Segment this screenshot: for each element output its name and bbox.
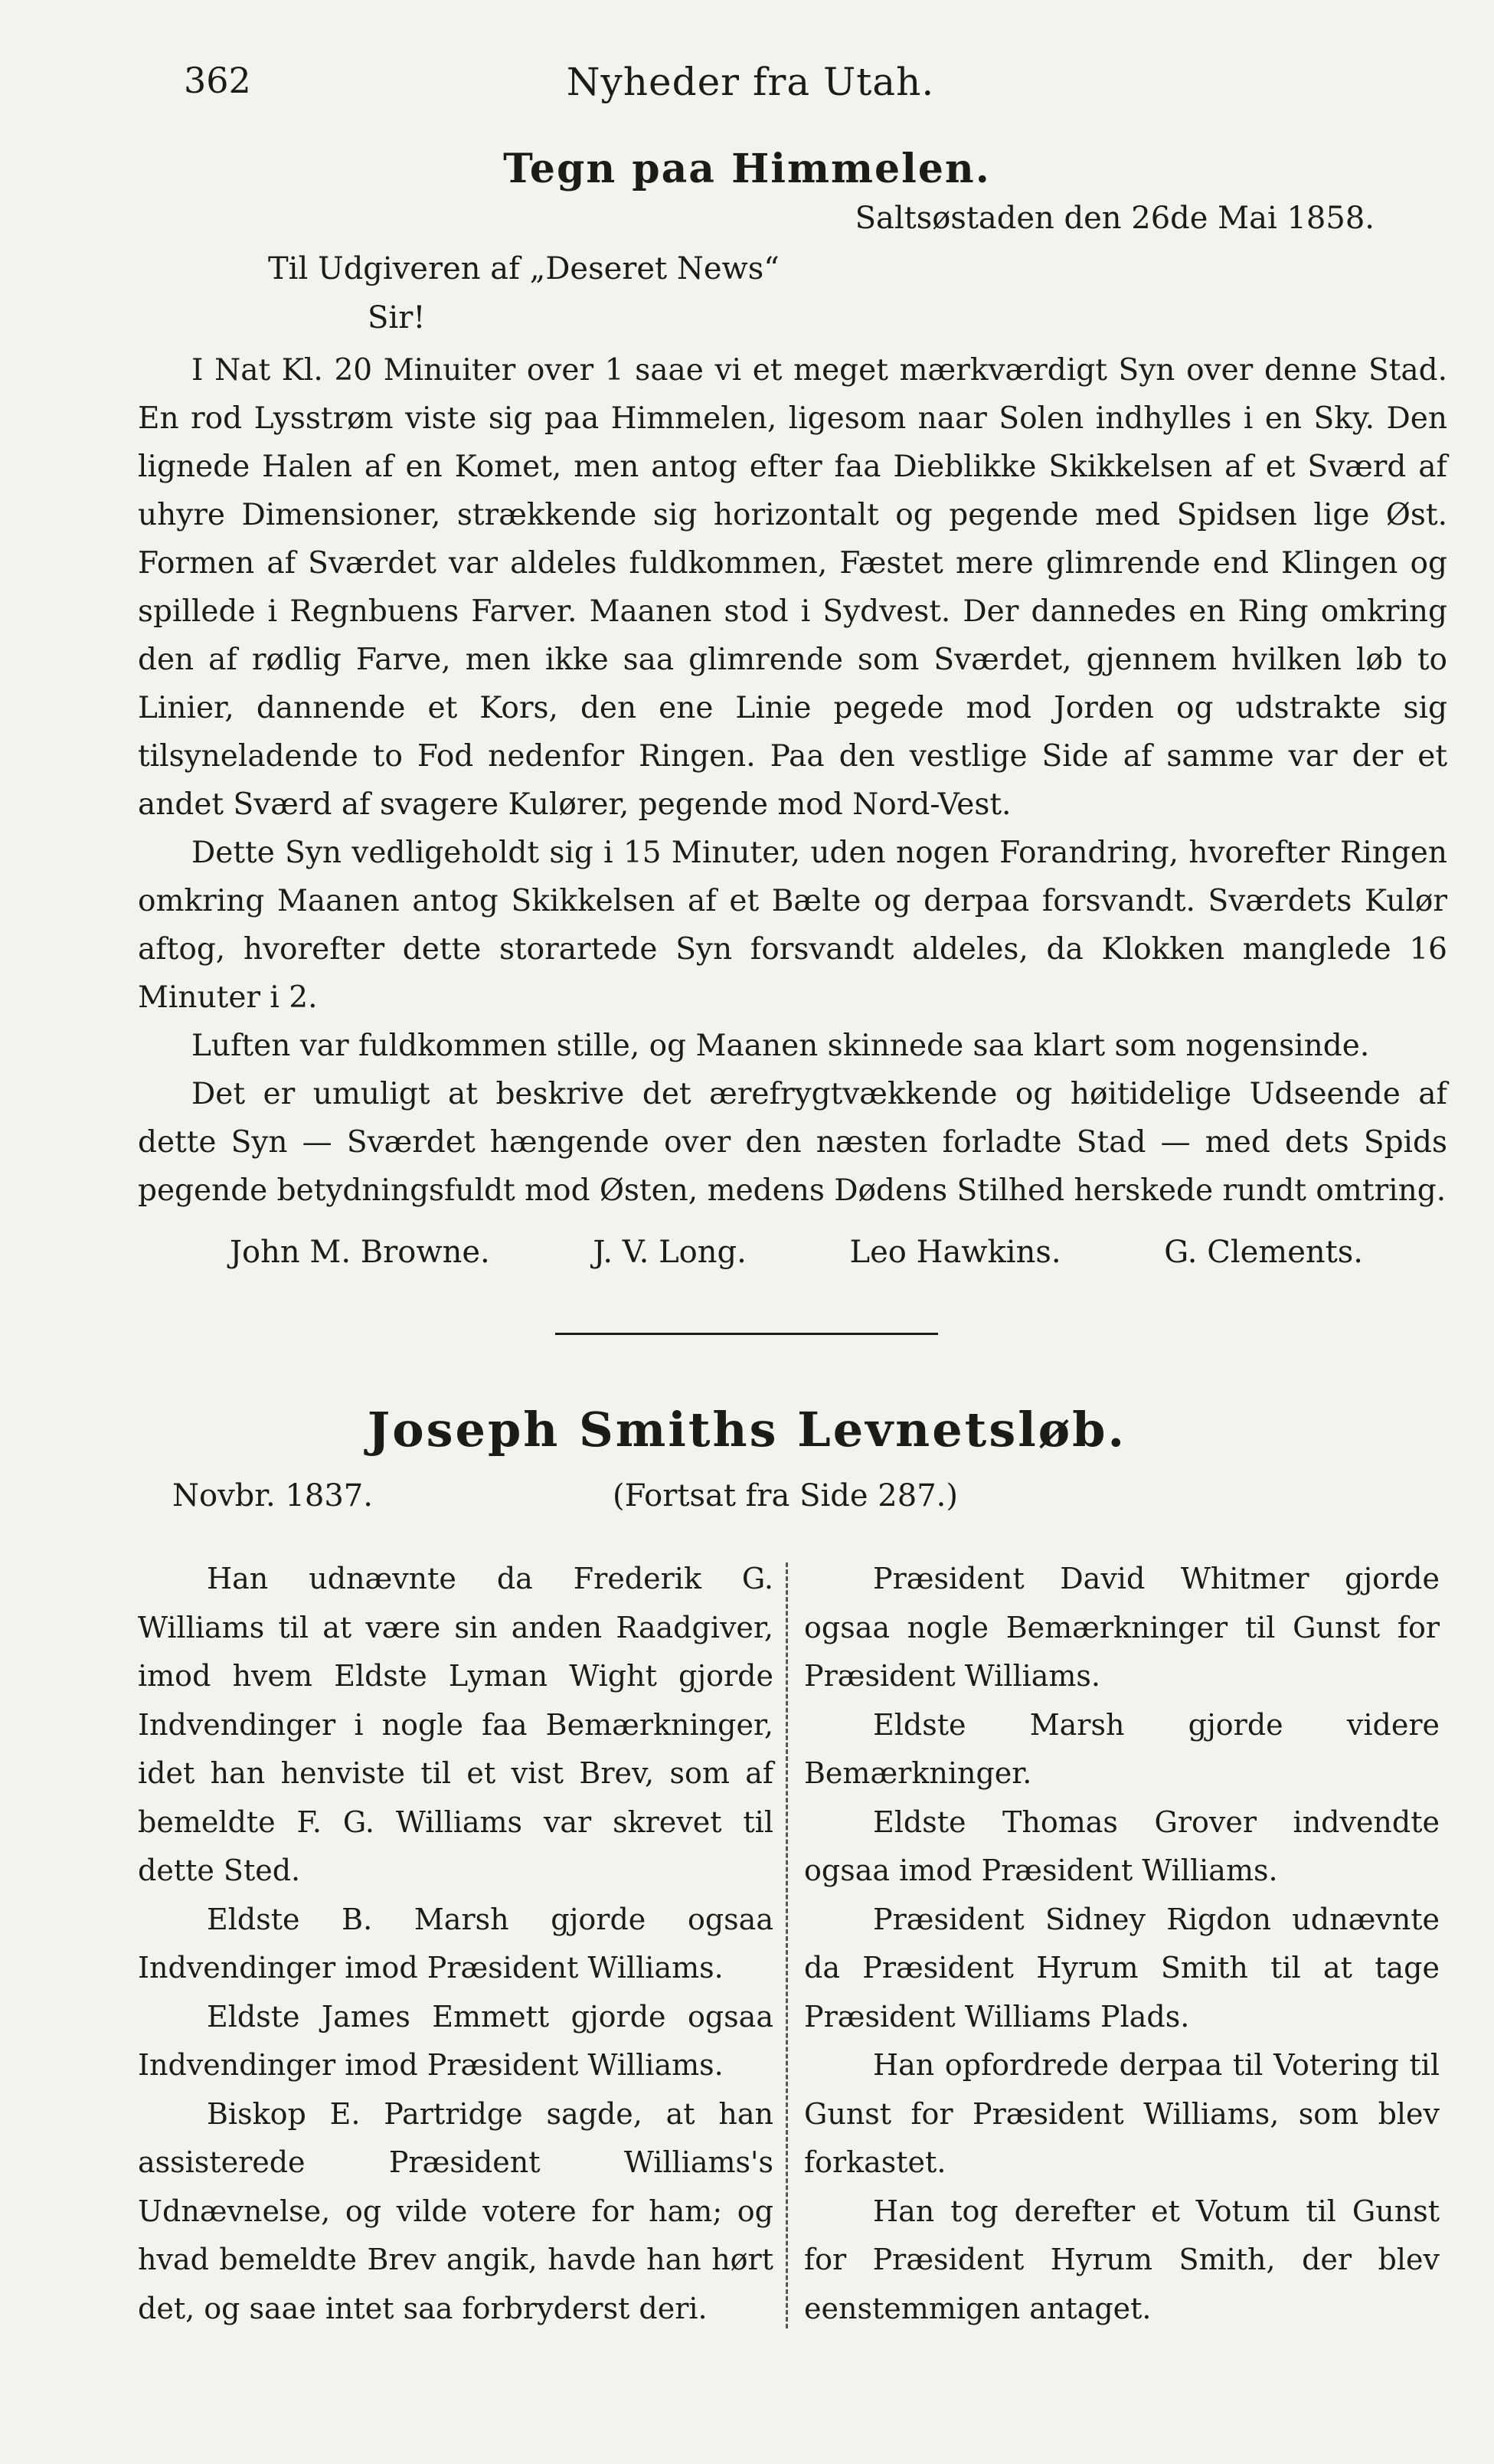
right-column [804, 1555, 1440, 2333]
paragraph: Eldste Marsh gjorde videre Bemærkninger. [804, 1707, 1440, 1790]
signature: J. V. Long. [593, 1235, 747, 1270]
page-number: 362 [184, 60, 251, 101]
paragraph: Biskop E. Partridge sagde, at han assisterede Præsident Williams's Udnævnelse, og vilde votere for ham; og hvad bemeldte Brev angik, havde han hørt det, og saae intet saa forbryderst deri. [138, 2096, 773, 2325]
paragraph: Eldste James Emmett gjorde ogsaa Indvendinger imod Præsident Williams. [138, 1999, 773, 2082]
paragraph: Det er umuligt at beskrive det ærefrygtvækkende og høitidelige Udseende af dette Syn — Sværdet hængende over den næsten forladte Stad — med dets Spids pegende betydningsfuldt mod Østen, medens Dødens Stilhed herskede rundt omtring. [138, 1077, 1447, 1208]
section-divider [555, 1333, 938, 1335]
salutation-sir: Sir! [368, 300, 426, 335]
two-column-text [138, 1555, 1455, 2336]
article-title-signs: Tegn paa Himmelen. [503, 146, 991, 192]
paragraph: Præsident David Whitmer gjorde ogsaa nogle Bemærkninger til Gunst for Præsident Williams. [804, 1562, 1440, 1693]
section-date: Novbr. 1837. [172, 1478, 373, 1513]
continued-note: (Fortsat fra Side 287.) [613, 1478, 958, 1513]
article-title-biography: Joseph Smiths Levnetsløb. [367, 1402, 1127, 1458]
salutation: Til Udgiveren af „Deseret News“ [268, 251, 780, 286]
paragraph: Eldste B. Marsh gjorde ogsaa Indvendinger imod Præsident Williams. [138, 1902, 773, 1985]
paragraph: Præsident Sidney Rigdon udnævnte da Præsident Hyrum Smith til at tage Præsident Williams Plads. [804, 1902, 1440, 2034]
paragraph: Dette Syn vedligeholdt sig i 15 Minuter, uden nogen Forandring, hvorefter Ringen omkring Maanen antog Skikkelsen af et Bælte og derpaa forsvandt. Sværdets Kulør aftog, hvorefter dette storartede Syn forsvandt aldeles, da Klokken manglede 16 Minuter i 2. [138, 836, 1447, 1015]
signature: Leo Hawkins. [849, 1235, 1061, 1270]
article1-body [138, 346, 1447, 1215]
paragraph: Han udnævnte da Frederik G. Williams til at være sin anden Raadgiver, imod hvem Eldste Lyman Wight gjorde Indvendinger i nogle faa Bemærkninger, idet han henviste til et vist Brev, som af bemeldte F. G. Williams var skrevet til dette Sted. [138, 1562, 773, 1887]
signatures [230, 1235, 1363, 1270]
paragraph: Luften var fuldkommen stille, og Maanen skinnede saa klart som nogensinde. [191, 1029, 1370, 1063]
left-column [138, 1555, 773, 2333]
paragraph: Han tog derefter et Votum til Gunst for Præsident Hyrum Smith, der blev eenstemmigen antaget. [804, 2194, 1440, 2325]
signature: G. Clements. [1164, 1235, 1363, 1270]
running-title: Nyheder fra Utah. [566, 60, 935, 104]
paragraph: I Nat Kl. 20 Minuiter over 1 saae vi et meget mærkværdigt Syn over denne Stad. En rod Lysstrøm viste sig paa Himmelen, ligesom naar Solen indhylles i en Sky. Den lignede Halen af en Komet, men antog efter faa Dieblikke Skikkelsen af et Sværd af uhyre Dimensioner, strækkende sig horizontalt og pegende med Spidsen lige Øst. Formen af Sværdet var aldeles fuldkommen, Fæstet mere glimrende end Klingen og spillede i Regnbuens Farver. Maanen stod i Sydvest. Der dannedes en Ring omkring den af rødlig Farve, men ikke saa glimrende som Sværdet, gjennem hvilken løb to Linier, dannende et Kors, den ene Linie pegede mod Jorden og udstrakte sig tilsyneladende to Fod nedenfor Ringen. Paa den vestlige Side af samme var der et andet Sværd af svagere Kulører, pegende mod Nord-Vest. [138, 353, 1447, 822]
paragraph: Eldste Thomas Grover indvendte ogsaa imod Præsident Williams. [804, 1805, 1440, 1887]
signature: John M. Browne. [230, 1235, 490, 1270]
column-divider [786, 1562, 788, 2328]
running-head [138, 60, 1363, 129]
paragraph: Han opfordrede derpaa til Votering til Gunst for Præsident Williams, som blev forkastet. [804, 2048, 1440, 2179]
dateline: Saltsøstaden den 26de Mai 1858. [855, 201, 1375, 236]
